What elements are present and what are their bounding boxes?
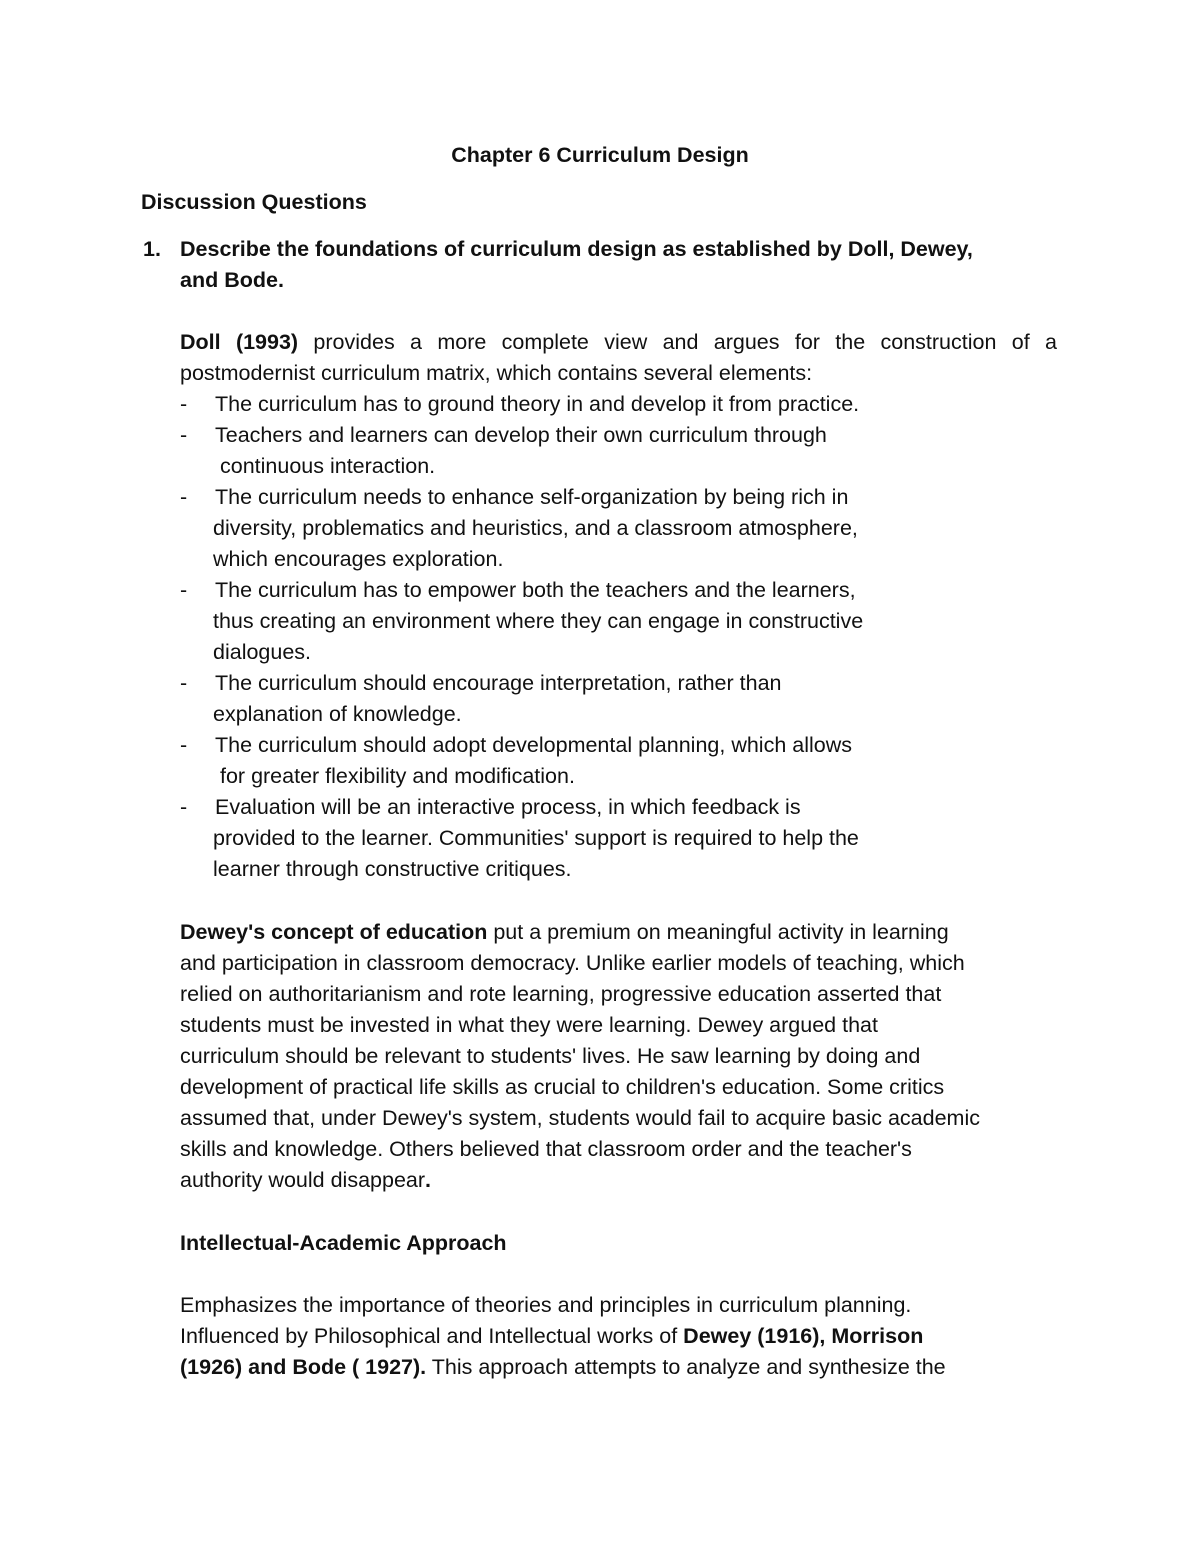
approach-line-2-a: Influenced by Philosophical and Intellectual works of: [180, 1324, 684, 1348]
approach-line-3: [180, 1357, 946, 1379]
approach-line-2: [180, 1326, 923, 1348]
dewey-label: Dewey's concept of education: [180, 920, 488, 944]
bullet-3-line-2: diversity, problematics and heuristics, and a classroom atmosphere,: [213, 516, 858, 540]
bullet-dash: -: [180, 392, 188, 416]
bullet-5-line-1: The curriculum should encourage interpretation, rather than: [215, 671, 782, 695]
dewey-line-9: [180, 1170, 431, 1192]
section-heading: Discussion Questions: [141, 190, 367, 214]
dewey-line-7: assumed that, under Dewey's system, students would fail to acquire basic academic: [180, 1106, 980, 1130]
bullet-3-line-3: which encourages exploration.: [213, 547, 504, 571]
question-number: 1.: [143, 237, 161, 261]
dewey-line-5: curriculum should be relevant to students' lives. He saw learning by doing and: [180, 1044, 921, 1068]
bullet-dash: -: [180, 795, 188, 819]
approach-line-1: Emphasizes the importance of theories and principles in curriculum planning.: [180, 1293, 912, 1317]
approach-line-3-b: This approach attempts to analyze and synthesize the: [426, 1355, 946, 1379]
question-line-1: Describe the foundations of curriculum design as established by Doll, Dewey,: [180, 237, 973, 261]
bullet-4-line-3: dialogues.: [213, 640, 312, 664]
dewey-line-4: students must be invested in what they were learning. Dewey argued that: [180, 1013, 878, 1037]
dewey-line-1: [180, 922, 949, 944]
bullet-dash: -: [180, 671, 188, 695]
bullet-4-line-2: thus creating an environment where they can engage in constructive: [213, 609, 864, 633]
bullet-2-line-2: continuous interaction.: [220, 454, 436, 478]
bullet-dash: -: [180, 423, 188, 447]
bullet-4-line-1: The curriculum has to empower both the teachers and the learners,: [215, 578, 856, 602]
dewey-line-2: and participation in classroom democracy. Unlike earlier models of teaching, which: [180, 951, 965, 975]
doll-line-2: postmodernist curriculum matrix, which contains several elements:: [180, 361, 813, 385]
doll-label: Doll (1993): [180, 330, 299, 354]
doll-line-1: [180, 332, 1057, 354]
dewey-line-6: development of practical life skills as crucial to children's education. Some critics: [180, 1075, 945, 1099]
bullet-5-line-2: explanation of knowledge.: [213, 702, 462, 726]
bullet-2-line-1: Teachers and learners can develop their own curriculum through: [215, 423, 827, 447]
doll-line-1-rest: provides a more complete view and argues for the construction of a: [298, 330, 1057, 354]
bullet-dash: -: [180, 485, 188, 509]
question-line-2: and Bode.: [180, 268, 284, 292]
bullet-6-line-2: for greater flexibility and modification.: [220, 764, 575, 788]
approach-line-3-a: (1926) and Bode ( 1927).: [180, 1355, 427, 1379]
bullet-dash: -: [180, 733, 188, 757]
bullet-7-line-3: learner through constructive critiques.: [213, 857, 572, 881]
bullet-dash: -: [180, 578, 188, 602]
dewey-line-3: relied on authoritarianism and rote learning, progressive education asserted that: [180, 982, 942, 1006]
bullet-1-line-1: The curriculum has to ground theory in and develop it from practice.: [215, 392, 860, 416]
bullet-7-line-2: provided to the learner. Communities' support is required to help the: [213, 826, 859, 850]
dewey-last-period: .: [425, 1168, 431, 1192]
approach-heading: Intellectual-Academic Approach: [180, 1231, 507, 1255]
dewey-line-1-rest: put a premium on meaningful activity in learning: [487, 920, 949, 944]
approach-line-2-b: Dewey (1916), Morrison: [683, 1324, 924, 1348]
document-title: Chapter 6 Curriculum Design: [451, 143, 749, 167]
bullet-7-line-1: Evaluation will be an interactive process, in which feedback is: [215, 795, 801, 819]
bullet-3-line-1: The curriculum needs to enhance self-organization by being rich in: [215, 485, 849, 509]
dewey-last-line: authority would disappear: [180, 1168, 426, 1192]
dewey-line-8: skills and knowledge. Others believed that classroom order and the teacher's: [180, 1137, 912, 1161]
bullet-6-line-1: The curriculum should adopt developmental planning, which allows: [215, 733, 853, 757]
